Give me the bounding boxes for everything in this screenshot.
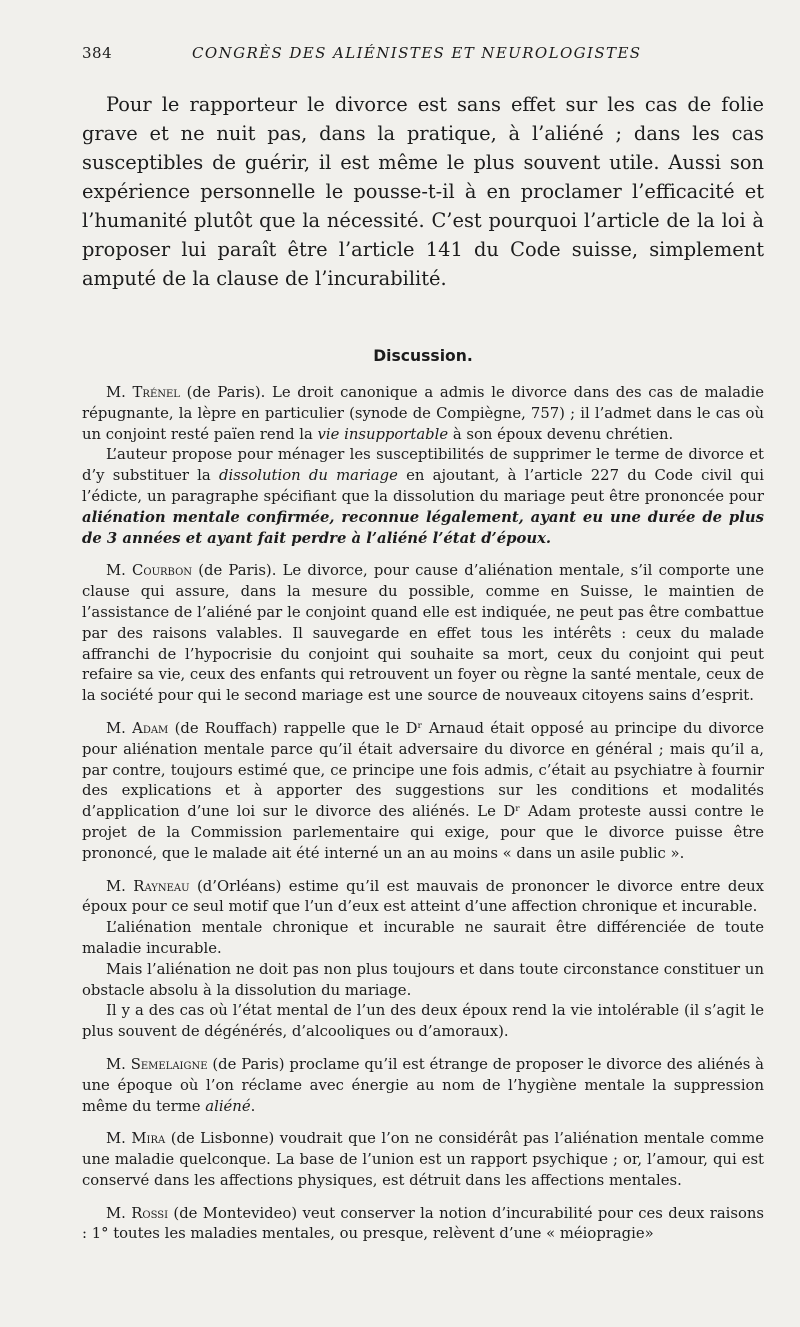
speaker-name: M. Trénel [106,384,180,401]
rayneau-paragraph-3: Mais l’aliénation ne doit pas non plus toujours et dans toute circonstance constituer un obstacle absolu à la dissolution du mariage. [82,960,764,999]
paragraph-text: (de Montevideo) veut conserver la notion d’incurabilité pour ces deux raisons : 1° toutes les maladies mentales, ou presque, relèvent d’une « méiopragie» [82,1204,764,1243]
speaker-name: M. Courbon [106,562,193,580]
emphasis-text: aliénation mentale confirmée, reconnue légalement, ayant eu une durée de plus de 3 années et ayant fait perdre à l’aliéné l’état d’époux. [82,508,764,547]
rossi-paragraph [82,1204,764,1246]
section-heading: Discussion. [373,347,473,365]
courbon-paragraph [82,561,764,707]
paragraph-text: (de Lisbonne) voudrait que l’on ne considérât pas l’aliénation mentale comme une maladie quelconque. La base de l’union est un rapport psychique ; or, l’amour, qui est conservé dans les affections physiques, est détruit dans les affections mentales. [82,1130,764,1189]
rayneau-paragraph [82,877,764,919]
paragraph-text: (de Paris). Le droit canonique a admis le divorce dans des cas de maladie répugnante, la lèpre en particulier (synode de Compiègne, 757) ; il l’admet dans le cas où un conjoint resté païen rend la [82,384,764,443]
paragraph-text: L’auteur propose pour ménager les susceptibilités de supprimer le terme de divorce et d’y substituer la [82,446,764,485]
mira-paragraph [82,1129,764,1191]
emphasis-text: dissolution du mariage [218,467,398,485]
speaker-name: M. Rayneau [106,877,190,895]
speaker-name: M. Mira [106,1130,166,1148]
page-number: 384 [82,44,113,62]
paragraph-text: (d’Orléans) estime qu’il est mauvais de prononcer le divorce entre deux époux pour ce seul motif que l’un d’eux est atteint d’une affection chronique et incurable. [82,877,764,916]
running-head [82,44,764,70]
running-title: CONGRÈS DES ALIÉNISTES ET NEUROLOGISTES [192,44,642,62]
emphasis-text: aliéné [205,1097,251,1115]
speaker-name: M. Rossi [106,1204,169,1222]
paragraph-text: à son époux devenu chrétien. [448,425,674,443]
emphasis-text: vie insupportable [317,425,449,443]
paragraph-text: en ajoutant, à l’article 227 du Code civil qui l’édicte, un paragraphe spécifiant que la dissolution du mariage peut être prononcée pour [82,467,764,505]
paragraph-text: (de Rouffach) rappelle que le Dʳ Arnaud était opposé au principe du divorce pour aliénation mentale parce qu’il était adversaire du divorce en général ; mais qu’il a, par contre, toujours estimé que, ce principe une fois admis, c’était au psychiatre à fournir des explications et à apporter des suggestions sur les conditions et modalités d’application d’une loi sur le divorce des aliénés. Le Dʳ Adam proteste aussi contre le projet de la Commission parlementaire qui exige, pour que le divorce puisse être prononcé, que le malade ait été interné un an au moins « dans un asile public ». [82,719,764,862]
author-paragraph [82,445,764,549]
paragraph-text: (de Paris). Le divorce, pour cause d’aliénation mentale, s’il comporte une clause qui assure, dans la mesure du possible, comme en Suisse, le maintien de l’assistance de l’aliéné par le conjoint quand elle est indiquée, ne peut pas être combattue par des raisons valables. Il sauvegarde en effet tous les intérêts : ceux du malade affranchi de l’hypocrisie du conjoint qui souhaite sa mort, ceux du conjoint qui peut refaire sa vie, ceux des enfants qui retrouvent un foyer ou règne la santé mentale, ceux de la société pour qui le second mariage est une source de nouveaux citoyens sains d’esprit. [82,562,764,705]
speaker-name: M. Adam [106,719,169,737]
intro-paragraph: Pour le rapporteur le divorce est sans effet sur les cas de folie grave et ne nuit pas, dans la pratique, à l’aliéné ; dans les cas susceptibles de guérir, il est même le plus souvent utile. Aussi son expérience personnelle le pousse-t-il à en proclamer l’efficacité et l’humanité plutôt que la nécessité. C’est pourquoi l’article de la loi à proposer lui paraît être l’article 141 du Code suisse, simplement amputé de la clause de l’incurabilité. [82,93,764,290]
discussion-section [82,383,764,1245]
semelaigne-paragraph [82,1055,764,1117]
trenel-paragraph [82,383,764,445]
paragraph-text: . [250,1097,256,1115]
rayneau-paragraph-2: L’aliénation mentale chronique et incurable ne saurait être différenciée de toute maladie incurable. [82,919,764,957]
rayneau-paragraph-4: Il y a des cas où l’état mental de l’un des deux époux rend la vie intolérable (il s’agit le plus souvent de dégénérés, d’alcooliques ou d’amoraux). [82,1002,764,1041]
paragraph-text: (de Paris) proclame qu’il est étrange de proposer le divorce des aliénés à une époque où l’on réclame avec énergie au nom de l’hygiène mentale la suppression même du terme [82,1055,764,1115]
adam-paragraph [82,719,764,865]
speaker-name: M. Semelaigne [106,1055,208,1073]
